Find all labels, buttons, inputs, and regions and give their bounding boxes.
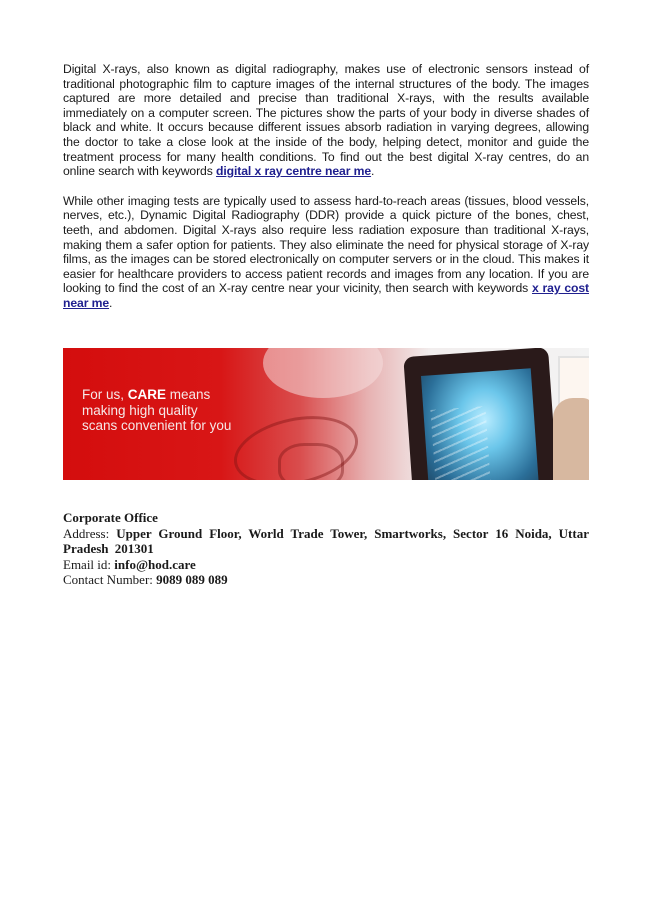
- banner-tagline: [82, 387, 231, 434]
- office-title: Corporate Office: [63, 510, 158, 525]
- address-value: Upper Ground Floor, World Trade Tower, Smartworks, Sector 16 Noida, Uttar Pradesh 201301: [63, 525, 589, 556]
- address-label: Address:: [63, 525, 117, 541]
- paragraph-text: Digital X-rays, also known as digital radiography, makes use of electronic sensors instead of traditional photographic film to capture images of the internal structures of the body. The images captured are more detailed and precise than traditional X-rays, with the results available immediately on a computer screen. The pictures show the parts of your body in diverse shades of black and white. It occurs because different issues absorb radiation in varying degrees, allowing the doctor to take a close look at the inside of the body, helping detect, monitor and guide the treatment process for many health conditions. To find out the best digital X-ray centres, do an online search with keywords: [63, 62, 589, 179]
- doctor-hand: [553, 398, 589, 480]
- xray-ribs: [430, 406, 490, 480]
- care-banner-image: [63, 348, 589, 480]
- corporate-office-block: [63, 510, 589, 588]
- article-body: [63, 62, 589, 326]
- care-emphasis: CARE: [127, 387, 167, 402]
- paragraph-digital-xrays: [63, 62, 589, 179]
- contact-label: Contact Number:: [63, 572, 157, 587]
- tagline-line-3: scans convenient for you: [82, 418, 232, 433]
- paragraph-trailing: .: [109, 295, 113, 310]
- paragraph-ddr: [63, 194, 589, 311]
- email-label: Email id:: [63, 556, 115, 572]
- link-x-ray-cost-near-me[interactable]: x ray cost near me: [63, 281, 589, 310]
- office-address: [63, 526, 589, 557]
- link-digital-x-ray-centre-near-me[interactable]: digital x ray centre near me: [216, 164, 372, 179]
- background-light: [263, 348, 383, 398]
- tagline-line-2: making high quality: [82, 402, 198, 418]
- office-contact: [63, 572, 589, 588]
- tagline-line-1: For us, CARE means: [82, 387, 211, 402]
- office-email: [63, 557, 589, 573]
- email-value: info@hod.care: [114, 556, 196, 572]
- paragraph-trailing: .: [371, 164, 375, 179]
- stethoscope-tube-icon: [278, 443, 344, 480]
- contact-value: 9089 089 089: [156, 572, 228, 587]
- paragraph-text: While other imaging tests are typically used to assess hard-to-reach areas (tissues, blood vessels, nerves, etc.), Dynamic Digital Radiography (DDR) provide a quick picture of the bones, chest, teeth, and abdomen. Digital X-rays also require less radiation exposure than traditional X-rays, making them a safer option for patients. They also eliminate the need for physical storage of X-ray films, as the images can be stored electronically on computer servers or in the cloud. This makes it easier for healthcare providers to access patient records and images from any location. If you are looking to find the cost of an X-ray centre near your vicinity, then search with keywords: [63, 193, 589, 296]
